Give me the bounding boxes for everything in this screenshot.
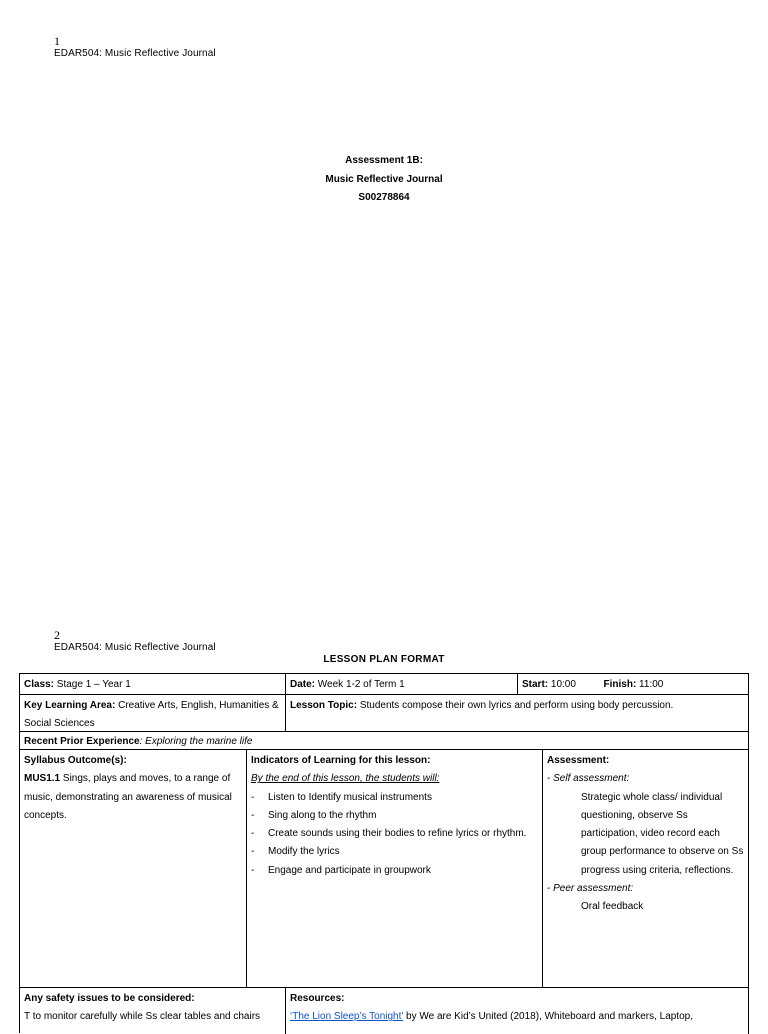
list-item: - Listen to Identify musical instruments xyxy=(251,789,538,807)
running-head: EDAR504: Music Reflective Journal xyxy=(54,642,216,653)
indicators-list xyxy=(251,789,538,880)
assessment-cell: Assessment: - Self assessment: Strategic whole class/ individual questioning, observe Ss participation, video record each group performance to observe on Ss progress using criteria, reflections. - Peer assessment: Oral feedback xyxy=(543,750,749,988)
page-number: 2 xyxy=(54,628,60,642)
safety-cell: Any safety issues to be considered: T to monitor carefully while Ss clear tables and chairs xyxy=(20,988,286,1034)
prior-experience-cell: Recent Prior Experience: Exploring the marine life xyxy=(20,732,749,750)
list-item: - Sing along to the rhythm xyxy=(251,807,538,825)
resources-cell: Resources: ‘The Lion Sleep’s Tonight’ by We are Kid’s United (2018), Whiteboard and markers, Laptop, xyxy=(286,988,749,1034)
list-item: - Modify the lyrics xyxy=(251,843,538,861)
song-link[interactable]: ‘The Lion Sleep’s Tonight’ xyxy=(290,1011,404,1023)
journal-title: Music Reflective Journal xyxy=(325,173,443,185)
indicators-cell: Indicators of Learning for this lesson: By the end of this lesson, the students will: - Listen to Identify musical instruments - Sing along to the rhythm - Create sounds using their bodies to refine lyrics or rhythm. - Modify the lyrics - Engage and participate in groupwork xyxy=(247,750,543,988)
lesson-plan-heading: LESSON PLAN FORMAT xyxy=(323,654,445,665)
list-item: - Create sounds using their bodies to refine lyrics or rhythm. xyxy=(251,825,538,843)
time-cell: Start: 10:00 Finish: 11:00 xyxy=(518,674,749,695)
lesson-plan-table xyxy=(19,673,749,1033)
page-number: 1 xyxy=(54,34,60,48)
lesson-topic-cell: Lesson Topic: Students compose their own lyrics and perform using body percussion. xyxy=(286,695,749,732)
class-cell: Class: Stage 1 – Year 1 xyxy=(20,674,286,695)
assessment-title: Assessment 1B: xyxy=(345,155,423,166)
student-id: S00278864 xyxy=(358,192,410,203)
date-cell: Date: Week 1-2 of Term 1 xyxy=(286,674,518,695)
key-learning-area-cell: Key Learning Area: Creative Arts, English, Humanities & Social Sciences xyxy=(20,695,286,732)
list-item: - Engage and participate in groupwork xyxy=(251,862,538,880)
running-head: EDAR504: Music Reflective Journal xyxy=(54,48,216,59)
title-block xyxy=(0,152,768,208)
syllabus-outcome-cell: Syllabus Outcome(s): MUS1.1 Sings, plays and moves, to a range of music, demonstrating an awareness of musical concepts. xyxy=(20,750,247,988)
